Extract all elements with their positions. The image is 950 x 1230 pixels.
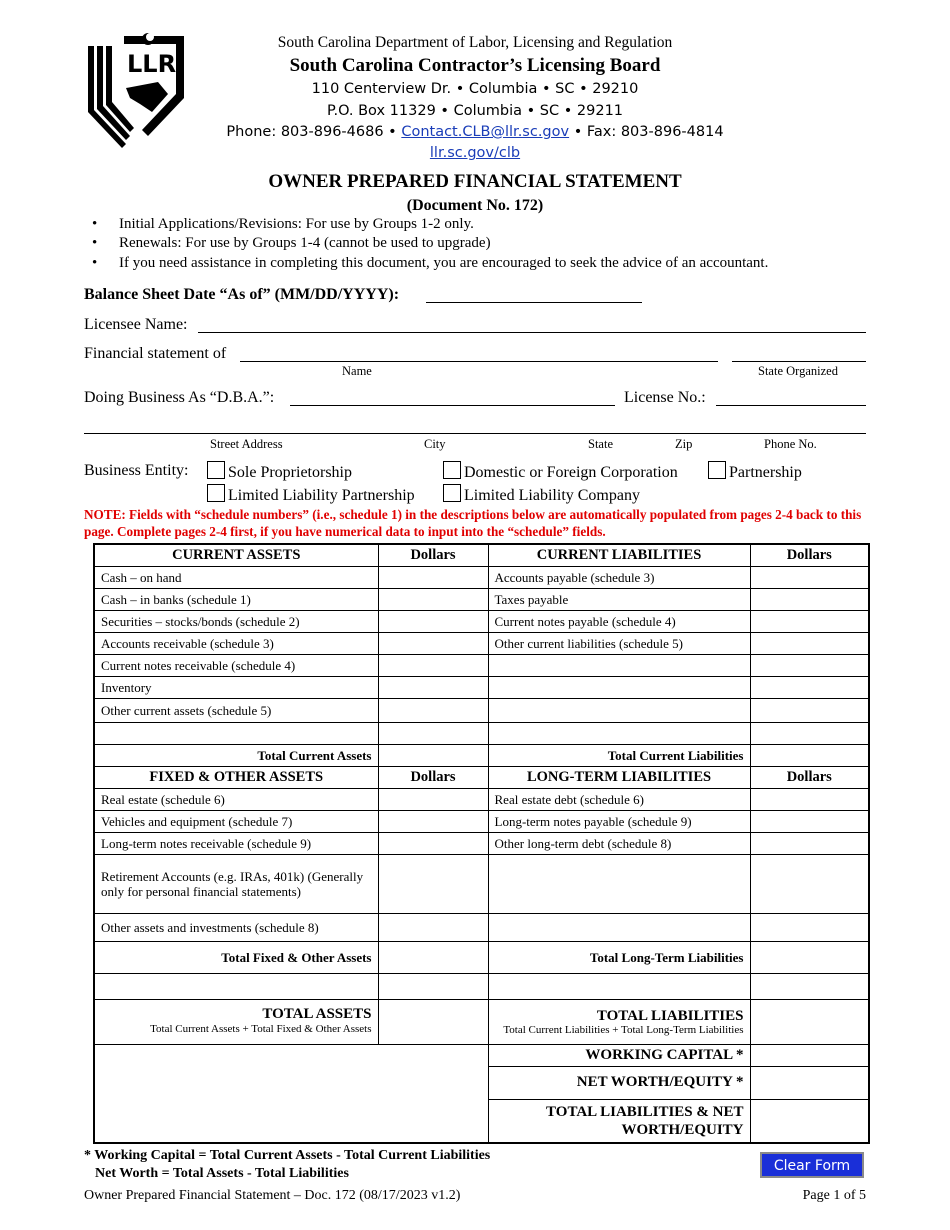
page-number: Page 1 of 5	[802, 1188, 866, 1203]
amount-input[interactable]	[378, 913, 488, 941]
asset-label: Current notes receivable (schedule 4)	[94, 655, 378, 677]
street-caption: Street Address	[210, 437, 283, 451]
bullet-item: • If you need assistance in completing this document, you are encouraged to seek the advice of an accountant.	[92, 255, 769, 271]
empty-cell	[488, 655, 750, 677]
total-assets-label: TOTAL ASSETS	[262, 1006, 372, 1023]
address-line-1: 110 Centerview Dr. • Columbia • SC • 29210	[311, 81, 639, 97]
city-caption: City	[424, 437, 446, 451]
empty-cell	[488, 974, 750, 1000]
empty-cell	[94, 722, 378, 744]
checkbox[interactable]	[207, 484, 225, 502]
state-organized-caption: State Organized	[758, 364, 838, 378]
schedule-note: NOTE: Fields with “schedule numbers” (i.e., schedule 1) in the descriptions below are automatically populated from pages 2-4 back to this page. Complete pages 2-4 first, if you have numerical data to input into the “schedule” fields.	[84, 507, 862, 539]
asset-label: Other assets and investments (schedule 8)	[94, 913, 378, 941]
amount-input[interactable]	[378, 855, 488, 913]
total-liabilities-net-worth-value	[750, 1100, 869, 1143]
empty-cell	[488, 855, 750, 913]
amount-input[interactable]	[750, 913, 869, 941]
document-number: (Document No. 172)	[406, 197, 544, 214]
dollars-header: Dollars	[378, 766, 488, 788]
asset-label: Retirement Accounts (e.g. IRAs, 401k) (Generally only for personal financial statements)	[94, 855, 378, 913]
corporation-option[interactable]: Domestic or Foreign Corporation	[443, 461, 678, 482]
email-link[interactable]: Contact.CLB@llr.sc.gov	[401, 124, 570, 140]
llr-logo	[86, 32, 192, 152]
amount-input[interactable]	[378, 610, 488, 632]
amount-input[interactable]	[750, 677, 869, 699]
state-organized-input[interactable]	[732, 361, 866, 362]
empty-cell	[750, 974, 869, 1000]
asset-label: Real estate (schedule 6)	[94, 789, 378, 811]
amount-input[interactable]	[378, 789, 488, 811]
net-worth-formula: Net Worth = Total Assets - Total Liabilities	[95, 1166, 349, 1181]
amount-input[interactable]	[750, 566, 869, 588]
licensee-name-label: Licensee Name:	[84, 316, 188, 333]
amount-input[interactable]	[378, 566, 488, 588]
asset-label: Vehicles and equipment (schedule 7)	[94, 811, 378, 833]
amount-input[interactable]	[750, 610, 869, 632]
document-info: Owner Prepared Financial Statement – Doc. 172 (08/17/2023 v1.2)	[84, 1188, 461, 1203]
address-input[interactable]	[84, 433, 866, 434]
fax-text: • Fax: 803-896-4814	[573, 124, 724, 140]
amount-input[interactable]	[378, 677, 488, 699]
empty-cell	[94, 1044, 488, 1143]
zip-caption: Zip	[675, 437, 693, 451]
total-current-liabilities-label: Total Current Liabilities	[488, 744, 750, 766]
phone-text: Phone: 803-896-4686 •	[226, 124, 397, 140]
llp-option[interactable]: Limited Liability Partnership	[207, 484, 415, 505]
empty-cell	[488, 722, 750, 744]
total-liabilities-cell	[488, 1000, 750, 1044]
asset-label: Cash – on hand	[94, 566, 378, 588]
total-current-liabilities-value	[750, 744, 869, 766]
business-entity-label: Business Entity:	[84, 462, 189, 479]
bullet-item: • Initial Applications/Revisions: For use by Groups 1-2 only.	[92, 216, 474, 232]
current-liabilities-header: CURRENT LIABILITIES	[488, 544, 750, 566]
current-assets-header: CURRENT ASSETS	[94, 544, 378, 566]
total-assets-cell	[94, 1000, 378, 1044]
name-caption: Name	[342, 364, 372, 378]
working-capital-formula: * Working Capital = Total Current Assets - Total Current Liabilities	[84, 1148, 491, 1163]
empty-cell	[488, 677, 750, 699]
dollars-header: Dollars	[750, 766, 869, 788]
dollars-header: Dollars	[750, 544, 869, 566]
amount-input[interactable]	[750, 588, 869, 610]
amount-input[interactable]	[378, 699, 488, 722]
amount-input[interactable]	[750, 699, 869, 722]
total-long-term-value	[750, 942, 869, 974]
liability-label: Other long-term debt (schedule 8)	[488, 833, 750, 855]
amount-input[interactable]	[750, 789, 869, 811]
empty-cell	[94, 974, 378, 1000]
fixed-assets-header: FIXED & OTHER ASSETS	[94, 766, 378, 788]
partnership-option[interactable]: Partnership	[708, 461, 802, 482]
amount-input[interactable]	[378, 655, 488, 677]
liability-label: Taxes payable	[488, 588, 750, 610]
working-capital-value	[750, 1044, 869, 1066]
total-fixed-assets-label: Total Fixed & Other Assets	[94, 942, 378, 974]
amount-input[interactable]	[378, 722, 488, 744]
checkbox[interactable]	[708, 461, 726, 479]
total-liabilities-label: TOTAL LIABILITIES	[596, 1007, 744, 1024]
asset-label: Accounts receivable (schedule 3)	[94, 633, 378, 655]
long-term-liabilities-header: LONG-TERM LIABILITIES	[488, 766, 750, 788]
balance-date-input[interactable]	[426, 302, 642, 303]
total-current-assets-label: Total Current Assets	[94, 744, 378, 766]
total-liabilities-value	[750, 1000, 869, 1044]
liability-label: Accounts payable (schedule 3)	[488, 566, 750, 588]
amount-input[interactable]	[378, 811, 488, 833]
clear-form-button[interactable]: Clear Form	[760, 1152, 864, 1178]
asset-label: Long-term notes receivable (schedule 9)	[94, 833, 378, 855]
checkbox[interactable]	[443, 484, 461, 502]
total-long-term-label: Total Long-Term Liabilities	[488, 942, 750, 974]
working-capital-label: WORKING CAPITAL *	[488, 1044, 750, 1066]
department-name: South Carolina Department of Labor, Licensing and Regulation	[277, 34, 673, 51]
empty-cell	[378, 974, 488, 1000]
total-fixed-assets-value	[378, 942, 488, 974]
empty-cell	[488, 913, 750, 941]
llc-option[interactable]: Limited Liability Company	[443, 484, 640, 505]
dba-label: Doing Business As “D.B.A.”:	[84, 389, 275, 406]
liability-label: Other current liabilities (schedule 5)	[488, 633, 750, 655]
bullet-item: • Renewals: For use by Groups 1-4 (cannot be used to upgrade)	[92, 235, 491, 251]
checkbox[interactable]	[207, 461, 225, 479]
asset-label: Inventory	[94, 677, 378, 699]
amount-input[interactable]	[750, 855, 869, 913]
net-worth-value	[750, 1066, 869, 1099]
amount-input[interactable]	[750, 833, 869, 855]
license-number-input[interactable]	[716, 405, 866, 406]
website-line	[200, 145, 750, 161]
amount-input[interactable]	[378, 588, 488, 610]
license-number-label: License No.:	[624, 389, 706, 406]
liability-label: Current notes payable (schedule 4)	[488, 610, 750, 632]
sole-proprietorship-option[interactable]: Sole Proprietorship	[207, 461, 352, 482]
amount-input[interactable]	[750, 722, 869, 744]
board-name: South Carolina Contractor’s Licensing Board	[289, 55, 661, 76]
amount-input[interactable]	[378, 833, 488, 855]
checkbox[interactable]	[443, 461, 461, 479]
liability-label: Long-term notes payable (schedule 9)	[488, 811, 750, 833]
licensee-name-input[interactable]	[198, 332, 866, 333]
total-liabilities-formula: Total Current Liabilities + Total Long-Term Liabilities	[503, 1023, 744, 1036]
logo-text: LLR	[127, 50, 177, 78]
financial-name-input[interactable]	[240, 361, 718, 362]
liability-label: Real estate debt (schedule 6)	[488, 789, 750, 811]
balance-date-label: Balance Sheet Date “As of” (MM/DD/YYYY):	[84, 286, 400, 303]
total-current-assets-value	[378, 744, 488, 766]
total-liabilities-net-worth-label: TOTAL LIABILITIES & NET WORTH/EQUITY	[488, 1100, 750, 1143]
page-title: OWNER PREPARED FINANCIAL STATEMENT	[268, 171, 682, 192]
empty-cell	[488, 699, 750, 722]
amount-input[interactable]	[750, 633, 869, 655]
financial-table	[93, 543, 870, 1144]
amount-input[interactable]	[378, 633, 488, 655]
asset-label: Other current assets (schedule 5)	[94, 699, 378, 722]
website-link[interactable]: llr.sc.gov/clb	[429, 145, 521, 161]
net-worth-label: NET WORTH/EQUITY *	[488, 1066, 750, 1099]
asset-label: Securities – stocks/bonds (schedule 2)	[94, 610, 378, 632]
phone-caption: Phone No.	[764, 437, 817, 451]
amount-input[interactable]	[750, 655, 869, 677]
address-line-2: P.O. Box 11329 • Columbia • SC • 29211	[326, 103, 624, 119]
dollars-header: Dollars	[378, 544, 488, 566]
state-caption: State	[588, 437, 613, 451]
total-assets-formula: Total Current Assets + Total Fixed & Other Assets	[150, 1023, 372, 1036]
asset-label: Cash – in banks (schedule 1)	[94, 588, 378, 610]
financial-statement-of-label: Financial statement of	[84, 345, 227, 362]
amount-input[interactable]	[750, 811, 869, 833]
total-assets-value	[378, 1000, 488, 1044]
contact-line	[200, 124, 750, 140]
dba-input[interactable]	[290, 405, 615, 406]
